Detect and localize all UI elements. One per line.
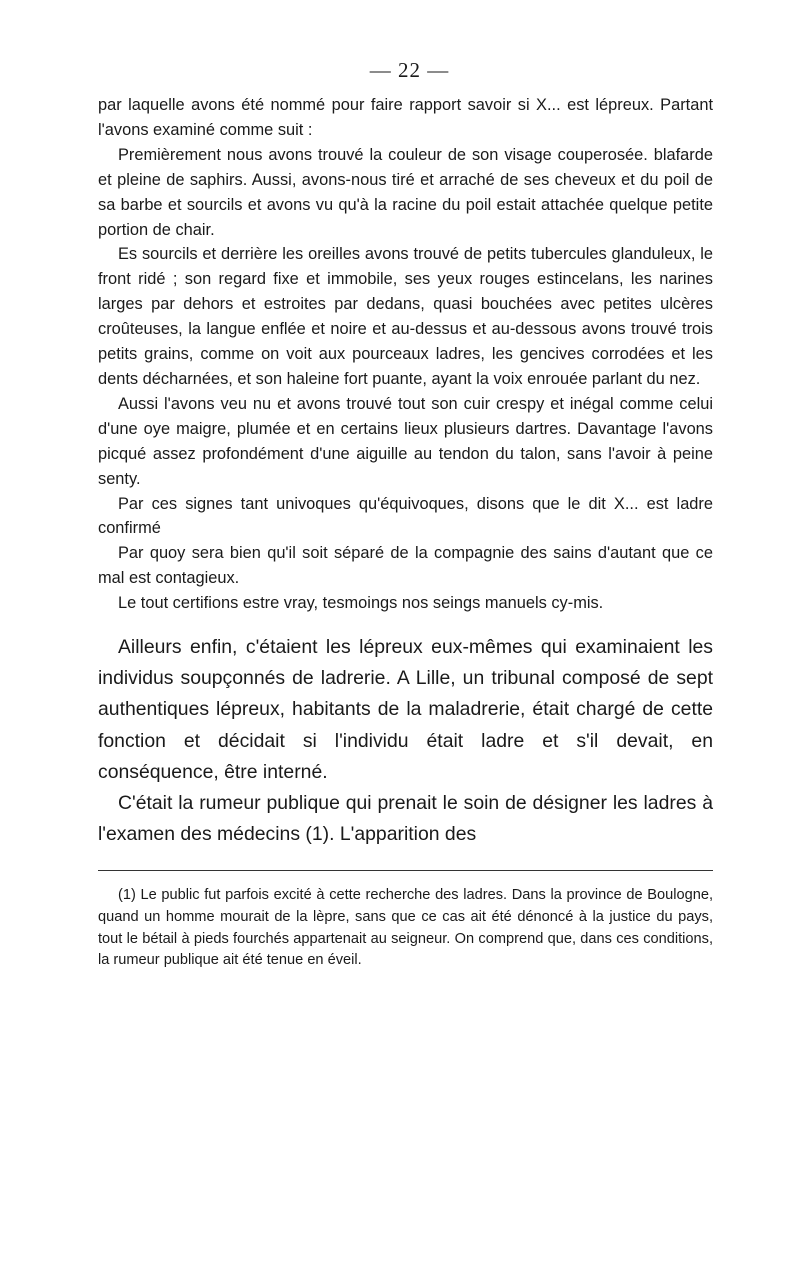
body-paragraph: Ailleurs enfin, c'étaient les lépreux eux-mêmes qui examinaient les individus soupçonnés de ladrerie. A Lille, un tribunal composé de sept authentiques lépreux, habitants de la maladrerie, était chargé de cette fonction et décidait si l'individu était ladre et s'il devait, en conséquence, être interné. [98, 636, 713, 783]
quote-paragraph: Par ces signes tant univoques qu'équivoques, disons que le dit X... est ladre confirmé [98, 494, 713, 538]
quote-paragraph: Par quoy sera bien qu'il soit séparé de la compagnie des sains d'autant que ce mal est contagieux. [98, 544, 713, 588]
footnote-rule [98, 870, 713, 871]
footnote-text: (1) Le public fut parfois excité à cette recherche des ladres. Dans la province de Boulogne, quand un homme mourait de la lèpre, sans que ce cas ait été dénoncé à la justice du pays, tout le bétail à pieds fourchés appartenait au seigneur. On comprend que, dans ces conditions, la rumeur publique ait été tenue en éveil. [98, 887, 713, 969]
page-number: — 22 — [369, 58, 450, 82]
quote-paragraph: Aussi l'avons veu nu et avons trouvé tout son cuir crespy et inégal comme celui d'une oye maigre, plumée et en certains lieux plusieurs dartres. Davantage l'avons picqué assez profondément d'une aiguille au tendon du talon, sans l'avoir à peine senty. [98, 394, 713, 488]
footnote [98, 885, 713, 971]
body-paragraph: C'était la rumeur publique qui prenait le soin de désigner les ladres à l'examen des médecins (1). L'apparition des [98, 792, 713, 846]
body-text [98, 632, 713, 850]
document-page [98, 58, 713, 972]
quoted-report [98, 93, 713, 616]
quote-paragraph: Premièrement nous avons trouvé la couleur de son visage couperosée. blafarde et pleine de saphirs. Aussi, avons-nous tiré et arraché de ses cheveux et du poil de sa barbe et sourcils et avons vu qu'à la racine du poil estait attachée quelque petite portion de chair. [98, 145, 713, 239]
quote-paragraph: Es sourcils et derrière les oreilles avons trouvé de petits tubercules glanduleux, le front ridé ; son regard fixe et immobile, ses yeux rouges estincelans, les narines larges par dehors et estroites par dedans, quasi bouchées avec petites ulcères croûteuses, la langue enflée et noire et au-dessus et au-dessous avons trouvé trois petits grains, comme on voit aux pourceaux ladres, les gencives corrodées et les dents décharnées, et son haleine fort puante, ayant la voix enrouée parlant du nez. [98, 245, 713, 388]
quote-paragraph: par laquelle avons été nommé pour faire rapport savoir si X... est lépreux. Partant l'avons examiné comme suit : [98, 96, 713, 139]
quote-paragraph: Le tout certifions estre vray, tesmoings nos seings manuels cy-mis. [118, 594, 604, 613]
